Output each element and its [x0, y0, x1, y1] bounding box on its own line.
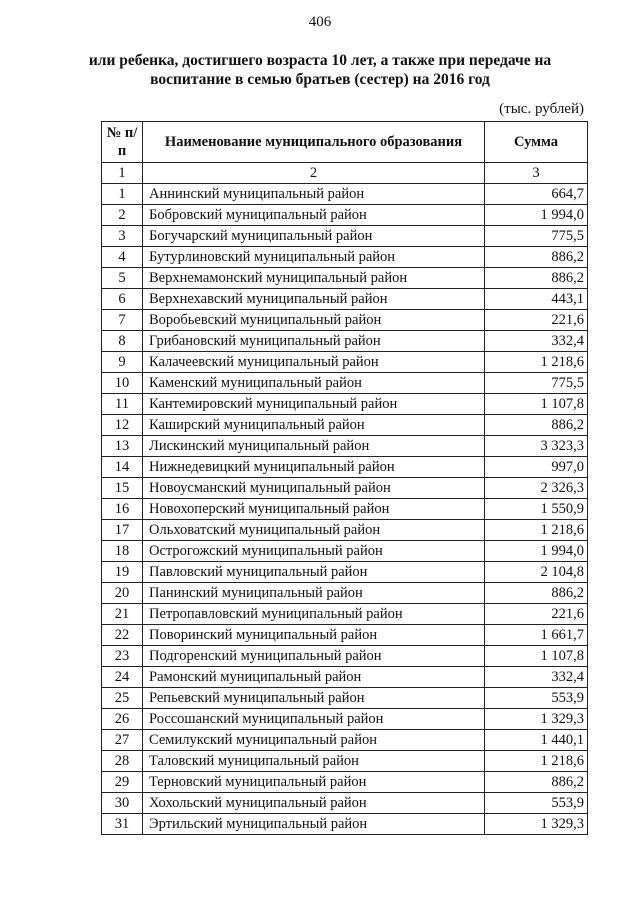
table-row [102, 709, 588, 730]
municipality-name: Россошанский муниципальный район [143, 709, 485, 730]
municipality-name: Петропавловский муниципальный район [143, 604, 485, 625]
row-number: 13 [102, 436, 143, 457]
row-sum: 221,6 [485, 310, 588, 331]
page-number: 406 [308, 14, 332, 30]
table-row [102, 247, 588, 268]
municipality-name: Новоусманский муниципальный район [143, 478, 485, 499]
row-number: 19 [102, 562, 143, 583]
row-number: 7 [102, 310, 143, 331]
table-row [102, 499, 588, 520]
table-row [102, 541, 588, 562]
municipality-name: Эртильский муниципальный район [143, 814, 485, 835]
table-row [102, 289, 588, 310]
header-sum: Сумма [485, 122, 588, 163]
row-number: 26 [102, 709, 143, 730]
table-row [102, 730, 588, 751]
row-sum: 1 329,3 [485, 709, 588, 730]
municipality-name: Калачеевский муниципальный район [143, 352, 485, 373]
units-label: (тыс. рублей) [499, 101, 584, 117]
column-index: 1 [102, 163, 143, 184]
row-sum: 1 550,9 [485, 499, 588, 520]
row-number: 22 [102, 625, 143, 646]
row-sum: 221,6 [485, 604, 588, 625]
row-number: 17 [102, 520, 143, 541]
municipality-name: Поворинский муниципальный район [143, 625, 485, 646]
table-row [102, 625, 588, 646]
table-row [102, 688, 588, 709]
table-body [102, 184, 588, 835]
municipality-name: Панинский муниципальный район [143, 583, 485, 604]
row-sum: 886,2 [485, 772, 588, 793]
table-header-row [102, 122, 588, 163]
municipality-name: Грибановский муниципальный район [143, 331, 485, 352]
row-sum: 664,7 [485, 184, 588, 205]
row-number: 9 [102, 352, 143, 373]
table-row [102, 604, 588, 625]
table-row [102, 814, 588, 835]
table-row [102, 583, 588, 604]
row-number: 23 [102, 646, 143, 667]
row-number: 3 [102, 226, 143, 247]
municipality-name: Семилукский муниципальный район [143, 730, 485, 751]
municipality-name: Павловский муниципальный район [143, 562, 485, 583]
table-row [102, 520, 588, 541]
column-index: 2 [143, 163, 485, 184]
table-row [102, 310, 588, 331]
table-row [102, 373, 588, 394]
row-number: 28 [102, 751, 143, 772]
row-number: 12 [102, 415, 143, 436]
row-number: 21 [102, 604, 143, 625]
table-row [102, 268, 588, 289]
table-row [102, 394, 588, 415]
table-row [102, 793, 588, 814]
row-sum: 2 326,3 [485, 478, 588, 499]
row-sum: 553,9 [485, 793, 588, 814]
municipality-name: Подгоренский муниципальный район [143, 646, 485, 667]
row-sum: 443,1 [485, 289, 588, 310]
municipality-name: Верхнемамонский муниципальный район [143, 268, 485, 289]
row-sum: 886,2 [485, 268, 588, 289]
row-number: 25 [102, 688, 143, 709]
municipality-name: Лискинский муниципальный район [143, 436, 485, 457]
table-row [102, 352, 588, 373]
row-number: 29 [102, 772, 143, 793]
municipality-name: Ольховатский муниципальный район [143, 520, 485, 541]
header-name: Наименование муниципального образования [143, 122, 485, 163]
municipality-name: Терновский муниципальный район [143, 772, 485, 793]
table-row [102, 667, 588, 688]
row-sum: 1 218,6 [485, 751, 588, 772]
table-row [102, 331, 588, 352]
row-number: 11 [102, 394, 143, 415]
row-sum: 886,2 [485, 583, 588, 604]
municipality-name: Воробьевский муниципальный район [143, 310, 485, 331]
row-number: 1 [102, 184, 143, 205]
row-number: 8 [102, 331, 143, 352]
row-number: 14 [102, 457, 143, 478]
column-index: 3 [485, 163, 588, 184]
row-sum: 1 994,0 [485, 205, 588, 226]
row-sum: 775,5 [485, 226, 588, 247]
row-number: 24 [102, 667, 143, 688]
row-sum: 1 329,3 [485, 814, 588, 835]
row-sum: 1 218,6 [485, 352, 588, 373]
municipality-name: Таловский муниципальный район [143, 751, 485, 772]
row-number: 20 [102, 583, 143, 604]
table-row [102, 751, 588, 772]
municipality-name: Бобровский муниципальный район [143, 205, 485, 226]
municipality-name: Рамонский муниципальный район [143, 667, 485, 688]
municipality-name: Новохоперский муниципальный район [143, 499, 485, 520]
row-number: 5 [102, 268, 143, 289]
row-sum: 1 218,6 [485, 520, 588, 541]
row-sum: 2 104,8 [485, 562, 588, 583]
table-row [102, 436, 588, 457]
table-row [102, 457, 588, 478]
row-sum: 332,4 [485, 331, 588, 352]
row-sum: 1 661,7 [485, 625, 588, 646]
table-row [102, 184, 588, 205]
table-row [102, 478, 588, 499]
row-sum: 997,0 [485, 457, 588, 478]
table-row [102, 415, 588, 436]
municipality-name: Богучарский муниципальный район [143, 226, 485, 247]
municipality-name: Острогожский муниципальный район [143, 541, 485, 562]
allocation-table [101, 121, 588, 835]
municipality-name: Каменский муниципальный район [143, 373, 485, 394]
row-number: 10 [102, 373, 143, 394]
row-number: 31 [102, 814, 143, 835]
municipality-name: Хохольский муниципальный район [143, 793, 485, 814]
column-index-row [102, 163, 588, 184]
municipality-name: Бутурлиновский муниципальный район [143, 247, 485, 268]
row-sum: 1 107,8 [485, 646, 588, 667]
municipality-name: Репьевский муниципальный район [143, 688, 485, 709]
table-row [102, 205, 588, 226]
header-number: № п/п [102, 122, 143, 163]
municipality-name: Аннинский муниципальный район [143, 184, 485, 205]
row-number: 27 [102, 730, 143, 751]
municipality-name: Кантемировский муниципальный район [143, 394, 485, 415]
row-number: 2 [102, 205, 143, 226]
row-number: 6 [102, 289, 143, 310]
row-number: 30 [102, 793, 143, 814]
row-sum: 1 440,1 [485, 730, 588, 751]
table-row [102, 646, 588, 667]
row-number: 15 [102, 478, 143, 499]
table-row [102, 226, 588, 247]
row-sum: 775,5 [485, 373, 588, 394]
municipality-name: Верхнехавский муниципальный район [143, 289, 485, 310]
table-row [102, 562, 588, 583]
row-sum: 1 994,0 [485, 541, 588, 562]
row-number: 16 [102, 499, 143, 520]
municipality-name: Каширский муниципальный район [143, 415, 485, 436]
row-sum: 886,2 [485, 415, 588, 436]
document-heading: или ребенка, достигшего возраста 10 лет, а также при передаче на воспитание в семью братьев (сестер) на 2016 год [88, 52, 552, 88]
table-row [102, 772, 588, 793]
municipality-name: Нижнедевицкий муниципальный район [143, 457, 485, 478]
row-sum: 553,9 [485, 688, 588, 709]
row-sum: 886,2 [485, 247, 588, 268]
row-number: 4 [102, 247, 143, 268]
row-sum: 3 323,3 [485, 436, 588, 457]
row-number: 18 [102, 541, 143, 562]
row-sum: 332,4 [485, 667, 588, 688]
row-sum: 1 107,8 [485, 394, 588, 415]
